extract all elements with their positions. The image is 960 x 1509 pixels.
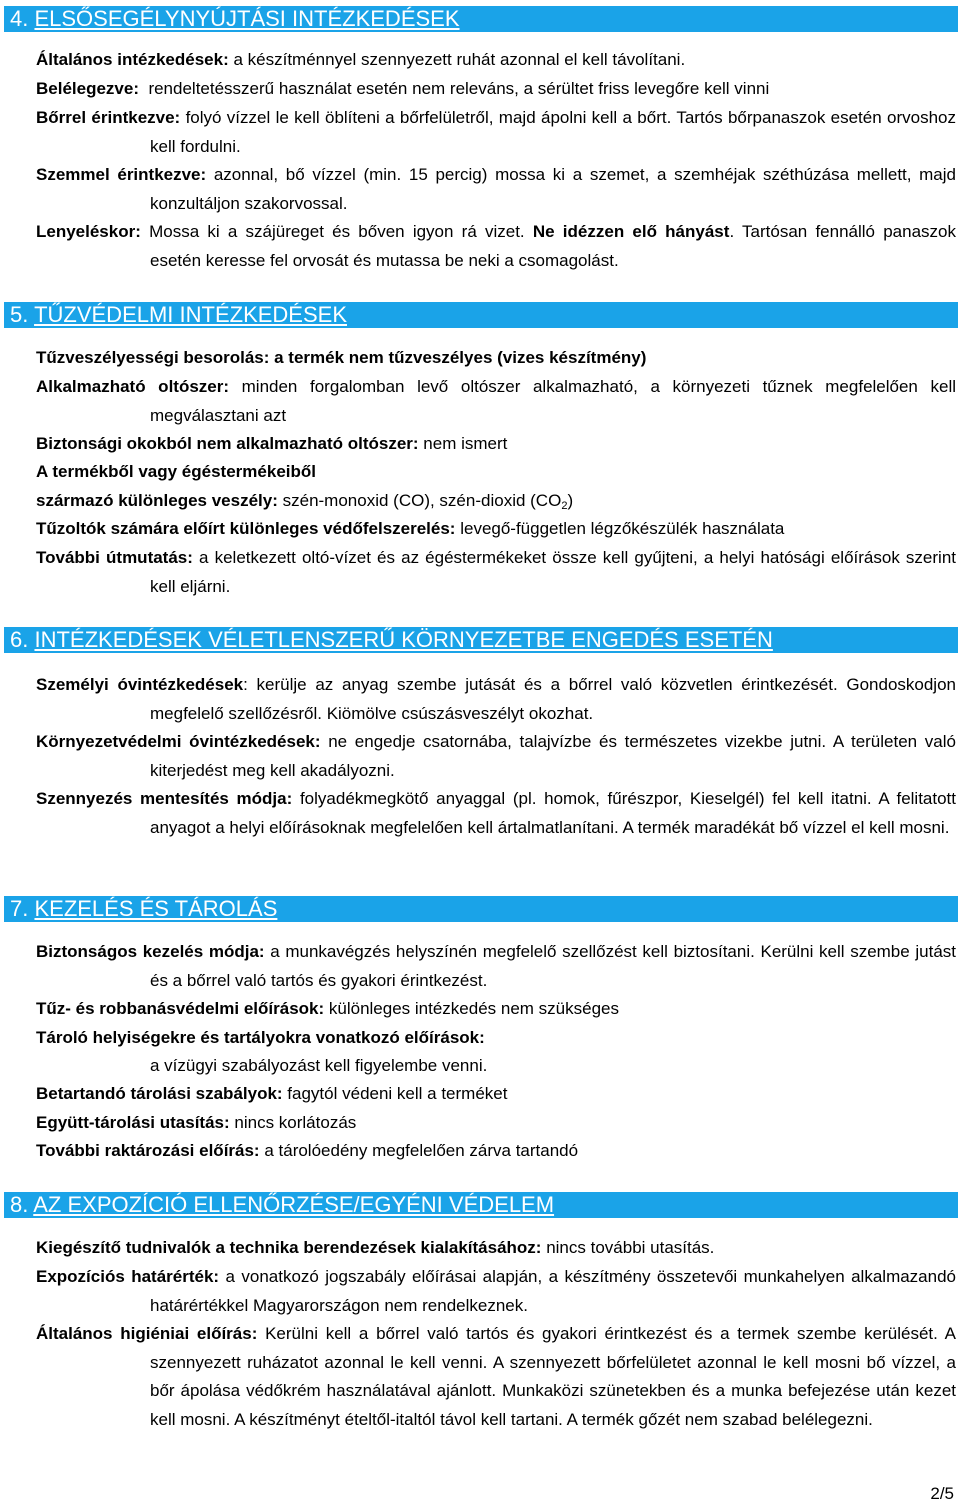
section-title: KEZELÉS ÉS TÁROLÁS: [34, 896, 278, 921]
section-title: TŰZVÉDELMI INTÉZKEDÉSEK: [34, 302, 348, 327]
entry-label: Környezetvédelmi óvintézkedések:: [36, 732, 321, 751]
entry-text: fagytól védeni kell a terméket: [282, 1084, 508, 1103]
entry-label: Együtt-tárolási utasítás:: [36, 1113, 230, 1132]
entry-label: Expozíciós határérték:: [36, 1267, 220, 1286]
entry-text: folyó vízzel le kell öblíteni a bőrfelületről, majd ápolni kell a bőrt. Tartós bőrpanaszok esetén orvoshoz kell fordulni.: [150, 108, 957, 156]
entry-general-measures: [36, 46, 956, 75]
entry-fire-classification: [36, 344, 956, 373]
entry-fire-explosion-rules: [36, 995, 956, 1024]
section-4-header: [4, 6, 958, 32]
section-title: ELSŐSEGÉLYNYÚJTÁSI INTÉZKEDÉSEK: [34, 6, 460, 31]
section-title: AZ EXPOZÍCIÓ ELLENŐRZÉSE/EGYÉNI VÉDELEM: [33, 1192, 555, 1217]
entry-further-storage: [36, 1137, 956, 1166]
entry-ingestion: [36, 218, 956, 275]
entry-text: nem ismert: [418, 434, 508, 453]
entry-technical-notes: [36, 1234, 956, 1263]
entry-text: minden forgalomban levő oltószer alkalmazható, a környezeti tűznek megfelelően kell megválasztani azt: [150, 377, 956, 425]
entry-storage-rooms-text: [150, 1052, 950, 1081]
entry-co-storage: [36, 1109, 956, 1138]
entry-inhalation: [36, 75, 956, 104]
entry-text: a munkavégzés helyszínén megfelelő szellőzést kell biztosítani. Kerülni kell szembe jutást és a bőrrel való tartós és gyakori érintkezést.: [150, 942, 956, 990]
section-8-header: [4, 1192, 958, 1218]
entry-personal-precautions: [36, 671, 956, 728]
entry-special-hazard: [36, 487, 956, 516]
entry-text: a keletkezett oltó-vízet és az égéstermékeket össze kell gyűjteni, a helyi hatósági előírások szerint kell eljárni.: [150, 548, 956, 596]
entry-text: különleges intézkedés nem szükséges: [324, 999, 619, 1018]
entry-skin-contact: [36, 104, 956, 161]
entry-text: Kerülni kell a bőrrel való tartós és gyakori érintkezést és a termek szembe kerülését. A szennyezett ruházatot azonnal le kell venni. A szennyezett bőrfelületet azonnal le kell mosni bő vízzel, a bőr ápolása védőkrém használatával ajánlott. Munkaközi szünetekben és a munka befejezése után kezet kell mosni. A készítményt ételtől-italtól távol kell tartani. A termék gőzét nem szabad belélegezni.: [150, 1324, 956, 1429]
entry-label: Személyi óvintézkedések: [36, 675, 244, 694]
section-title: INTÉZKEDÉSEK VÉLETLENSZERŰ KÖRNYEZETBE ENGEDÉS ESETÉN: [34, 627, 773, 652]
entry-cleanup-method: [36, 785, 956, 842]
entry-eye-contact: [36, 161, 956, 218]
entry-text: nincs további utasítás.: [541, 1238, 715, 1257]
section-number: 6.: [10, 627, 35, 652]
entry-text: a készítménnyel szennyezett ruhát azonnal el kell távolítani.: [228, 50, 686, 69]
section-7-header: [4, 896, 958, 922]
entry-text: a vízügyi szabályozást kell figyelembe venni.: [150, 1056, 488, 1075]
entry-warning: Ne idézzen elő hányást: [532, 222, 730, 241]
entry-label: Belélegezve:: [36, 79, 139, 98]
entry-text: levegő-független légzőkészülék használata: [455, 519, 785, 538]
section-number: 7.: [10, 896, 35, 921]
entry-text: Mossa ki a szájüreget és bőven igyon rá vizet.: [140, 222, 533, 241]
entry-text: : kerülje az anyag szembe jutását és a bőrrel való közvetlen érintkezését. Gondoskodjon megfelelő szellőzésről. Kiömölve csúszásveszélyt okozhat.: [150, 675, 956, 723]
section-5-header: [4, 302, 958, 328]
entry-label: Bőrrel érintkezve:: [36, 108, 181, 127]
entry-text: a tárolóedény megfelelően zárva tartandó: [259, 1141, 579, 1160]
entry-further-guidance: [36, 544, 956, 601]
entry-text: folyadékmegkötő anyaggal (pl. homok, fűrészpor, Kieselgél) fel kell itatni. A felitatott anyagot a helyi előírásoknak megfelelően kell ártalmatlanítani. A termék maradékát bő vízzel el kell mosni.: [150, 789, 956, 837]
entry-storage-rooms-label: [36, 1024, 956, 1053]
entry-label: Tűzveszélyességi besorolás: a termék nem tűzveszélyes (vizes készítmény): [36, 348, 647, 367]
entry-storage-rules: [36, 1080, 956, 1109]
entry-label: származó különleges veszély:: [36, 491, 278, 510]
entry-label: Betartandó tárolási szabályok:: [36, 1084, 283, 1103]
section-number: 8.: [10, 1192, 34, 1217]
entry-label: Szemmel érintkezve:: [36, 165, 207, 184]
entry-general-hygiene: [36, 1320, 956, 1434]
entry-safe-handling: [36, 938, 956, 995]
section-number: 5.: [10, 302, 35, 327]
entry-label: Kiegészítő tudnivalók a technika berendezések kialakításához:: [36, 1238, 542, 1257]
entry-text: rendeltetésszerű használat esetén nem releváns, a sérültet friss levegőre kell vinni: [139, 79, 770, 98]
entry-label: Lenyeléskor:: [36, 222, 141, 241]
entry-text: a vonatkozó jogszabály előírásai alapján, a készítmény összetevői munkahelyen alkalmazandó határértékkel Magyarországon nem rendelkeznek.: [150, 1267, 957, 1315]
entry-combustion-products-label: [36, 458, 956, 487]
entry-unsuitable-media: [36, 430, 956, 459]
entry-text: szén-monoxid (CO), szén-dioxid (CO: [277, 491, 562, 510]
entry-label: További útmutatás:: [36, 548, 193, 567]
entry-label: Általános intézkedések:: [36, 50, 229, 69]
entry-text: nincs korlátozás: [229, 1113, 357, 1132]
entry-text: . Tartósan fennálló panaszok esetén keresse fel orvosát és mutassa be neki a csomagolást.: [150, 222, 956, 270]
entry-label: Tűzoltók számára előírt különleges védőfelszerelés:: [36, 519, 456, 538]
entry-label: További raktározási előírás:: [36, 1141, 260, 1160]
entry-extinguishing-media: [36, 373, 956, 430]
entry-exposure-limit: [36, 1263, 956, 1320]
entry-text: azonnal, bő vízzel (min. 15 percig) mossa ki a szemet, a szemhéjak széthúzása mellett, majd konzultáljon szakorvossal.: [150, 165, 956, 213]
subscript: 2: [561, 500, 568, 512]
entry-label: Tároló helyiségekre és tartályokra vonatkozó előírások:: [36, 1028, 485, 1047]
entry-label: Tűz- és robbanásvédelmi előírások:: [36, 999, 325, 1018]
entry-label: A termékből vagy égéstermékeiből: [36, 462, 316, 481]
entry-firefighter-equipment: [36, 515, 956, 544]
entry-label: Alkalmazható oltószer:: [36, 377, 230, 396]
entry-label: Általános higiéniai előírás:: [36, 1324, 258, 1343]
page-number: 2/5: [930, 1484, 954, 1503]
entry-text: ): [567, 491, 574, 510]
entry-label: Biztonsági okokból nem alkalmazható oltószer:: [36, 434, 419, 453]
entry-environmental-precautions: [36, 728, 956, 785]
entry-label: Szennyezés mentesítés módja:: [36, 789, 293, 808]
section-6-header: [4, 627, 958, 653]
entry-label: Biztonságos kezelés módja:: [36, 942, 265, 961]
entry-text: ne engedje csatornába, talajvízbe és természetes vizekbe jutni. A területen való kiterjedést meg kell akadályozni.: [150, 732, 956, 780]
section-number: 4.: [10, 6, 35, 31]
